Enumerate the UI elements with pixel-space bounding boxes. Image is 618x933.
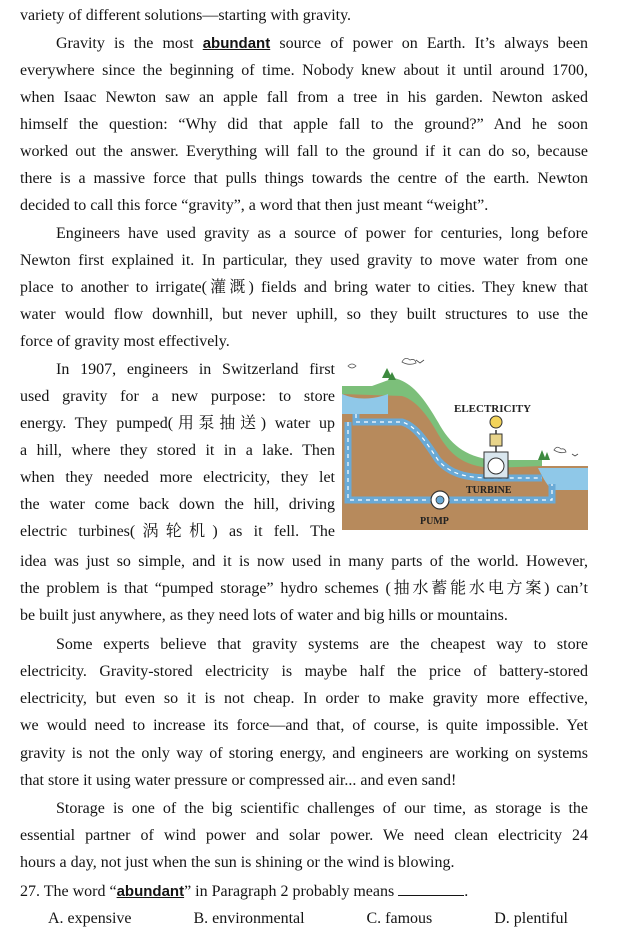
turbine-icon — [488, 458, 504, 474]
passage-line: everywhere since the beginning of time. Nobody knew about it until around 1700, — [20, 62, 588, 79]
passage-line: Storage is one of the big scientific challenges of our time, as storage is the — [56, 800, 588, 817]
passage-line: In 1907, engineers in Switzerland first — [56, 361, 335, 378]
passage-line: when Isaac Newton saw an apple fall from a tree in his garden. Newton asked — [20, 89, 588, 106]
option-d[interactable]: D. plentiful — [494, 910, 568, 927]
option-b[interactable]: B. environmental — [193, 910, 305, 927]
passage-line: be built just anywhere, as they need lots of water and big hills or mountains. — [20, 607, 508, 624]
passage-line — [20, 34, 588, 54]
passage-line: when they needed more electricity, they let — [20, 469, 335, 486]
passage-line: worked out the answer. Everything will fall to the ground if it can do so, because — [20, 143, 588, 160]
passage-line: Engineers have used gravity as a source of power for centuries, long before — [56, 225, 588, 242]
passage-line: variety of different solutions—starting with gravity. — [20, 7, 352, 24]
passage-line: there is a massive force that pulls things towards the centre of the earth. Newton — [20, 170, 588, 187]
passage-line: electricity, but even so it is not cheap. In order to make gravity more effective, — [20, 690, 588, 707]
passage-line: gravity is not the only way of storing energy, and engineers are working on systems — [20, 745, 588, 762]
passage-line: the water come back down the hill, driving — [20, 496, 335, 513]
label-turbine: TURBINE — [466, 485, 512, 496]
question-stem — [20, 881, 468, 902]
label-pump: PUMP — [420, 516, 449, 527]
passage-line: we would need to increase its force—and that, of course, is quite impossible. Yet — [20, 717, 588, 734]
passage-line: idea was just so simple, and it is now used in many parts of the world. However, — [20, 553, 588, 570]
question-keyword: abundant — [116, 883, 185, 900]
label-electricity: ELECTRICITY — [454, 403, 532, 415]
passage-line: Some experts believe that gravity systems are the cheapest way to store — [56, 636, 588, 653]
passage-line: essential partner of wind power and solar power. We need clean electricity 24 — [20, 827, 588, 844]
passage-line: a hill, where they stored it in a lake. Then — [20, 442, 335, 459]
lightbulb-icon — [490, 416, 502, 428]
passage-line: energy. They pumped(用泵抽送) water up — [20, 415, 335, 432]
passage-line: electricity. Gravity-stored electricity is maybe half the price of battery-stored — [20, 663, 588, 680]
pump-rotor — [436, 496, 444, 504]
answer-blank[interactable] — [398, 881, 464, 896]
passage-line: Newton first explained it. In particular, they used gravity to move water from one — [20, 252, 588, 269]
line-part: Gravity is the most — [56, 35, 194, 52]
passage-line: himself the question: “Why did that apple fall to the ground?” And he soon — [20, 116, 588, 133]
question-suffix: ” in Paragraph 2 probably means — [184, 883, 395, 900]
passage-line: electric turbines(涡轮机) as it fell. The — [20, 523, 335, 540]
keyword-abundant: abundant — [202, 35, 271, 52]
passage-line: the problem is that “pumped storage” hydro schemes (抽水蓄能水电方案) can’t — [20, 580, 588, 597]
passage-line: hours a day, not just when the sun is shining or the wind is blowing. — [20, 854, 455, 871]
generator-icon — [490, 434, 502, 446]
option-a[interactable]: A. expensive — [48, 910, 132, 927]
passage-line: that store it using water pressure or compressed air... and even sand! — [20, 772, 457, 789]
question-prefix: 27. The word “ — [20, 883, 117, 900]
passage-line: force of gravity most effectively. — [20, 333, 230, 350]
line-part: source of power on Earth. It’s always been — [279, 35, 589, 52]
answer-options — [48, 909, 568, 929]
question-end: . — [464, 883, 469, 900]
pumped-storage-diagram — [342, 356, 588, 530]
option-c[interactable]: C. famous — [366, 910, 433, 927]
passage-line: used gravity for a new purpose: to store — [20, 388, 335, 405]
passage-line: water would flow downhill, but never uphill, so they built structures to use the — [20, 306, 588, 323]
passage-line: place to another to irrigate(灌溉) fields and bring water to cities. They knew that — [20, 279, 588, 296]
passage-line: decided to call this force “gravity”, a word that then just meant “weight”. — [20, 197, 489, 214]
